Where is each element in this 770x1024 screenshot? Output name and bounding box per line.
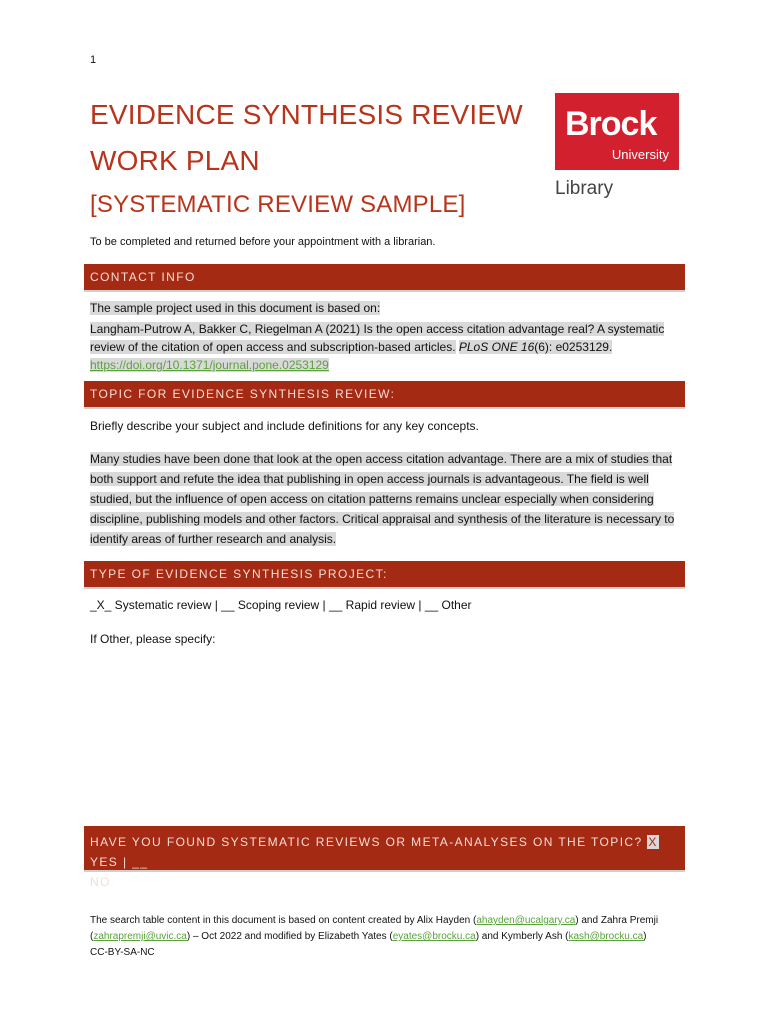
citation-issue: (6): e0253129. — [534, 340, 613, 354]
existing-reviews-no-option: NO — [90, 875, 111, 889]
citation-journal: PLoS ONE 16 — [458, 340, 535, 354]
document-title-line-1: EVIDENCE SYNTHESIS REVIEW — [90, 99, 523, 130]
footer-text-4: ) and Kymberly Ash ( — [475, 931, 569, 942]
topic-header — [84, 381, 685, 409]
contact-info-body — [90, 298, 680, 374]
project-type-header-label: TYPE OF EVIDENCE SYNTHESIS PROJECT: — [90, 567, 388, 581]
footer-email-eyates[interactable]: eyates@brocku.ca — [392, 931, 476, 942]
topic-prompt: Briefly describe your subject and include definitions for any key concepts. — [90, 419, 479, 433]
contact-info-header-label: CONTACT INFO — [90, 270, 196, 284]
citation-text: Langham-Putrow A, Bakker C, Riegelman A (2021) Is the open access citation advantage real? A systematic review of the citation of open access and subscription-based articles. — [90, 322, 665, 354]
topic-answer — [90, 449, 680, 549]
project-type-options: _X_ Systematic review | __ Scoping review | __ Rapid review | __ Other — [90, 598, 472, 612]
page-number: 1 — [90, 54, 97, 66]
document-title-line-2: WORK PLAN — [90, 145, 260, 176]
brock-university-logo — [555, 93, 679, 170]
instructions-subtitle: To be completed and returned before your appointment with a librarian. — [90, 236, 436, 248]
contact-info-header — [84, 264, 685, 292]
contact-intro: The sample project used in this document is based on: — [90, 301, 381, 315]
logo-library-label: Library — [555, 178, 614, 199]
footer-text-5: ) — [643, 931, 647, 942]
document-footer — [90, 913, 680, 961]
topic-header-label: TOPIC FOR EVIDENCE SYNTHESIS REVIEW: — [90, 387, 396, 401]
footer-text-2: ) and Zahra Premji ( — [90, 915, 659, 942]
logo-brand: Brock — [565, 105, 657, 143]
footer-email-zahrapremji[interactable]: zahrapremji@uvic.ca — [93, 931, 187, 942]
logo-subtext: University — [611, 147, 669, 162]
project-type-header — [84, 561, 685, 589]
topic-answer-text: Many studies have been done that look at the open access citation advantage. There are a mix of studies that both support and refute the idea that publishing in open access journals is advantageous. The field is well studied, but the influence of open access on citation patterns remains unclear especially when considering discipline, publishing models and other factors. Critical appraisal and synthesis of the literature is necessary to identify areas of further research and analysis. — [90, 452, 675, 546]
existing-reviews-header — [84, 826, 685, 889]
footer-text-1: The search table content in this document is based on content created by Alix Hayden ( — [90, 915, 477, 926]
footer-text-3: ) – Oct 2022 and modified by Elizabeth Yates ( — [186, 931, 393, 942]
existing-reviews-yes-option: YES | __ — [90, 855, 149, 869]
other-specify-prompt: If Other, please specify: — [90, 632, 216, 646]
footer-license: CC-BY-SA-NC — [90, 947, 155, 958]
citation-doi-link[interactable]: https://doi.org/10.1371/journal.pone.0253129 — [90, 358, 329, 372]
existing-reviews-question: HAVE YOU FOUND SYSTEMATIC REVIEWS OR META-ANALYSES ON THE TOPIC? — [90, 835, 643, 849]
existing-reviews-checkbox-mark[interactable]: X — [648, 835, 658, 849]
footer-email-kash[interactable]: kash@brocku.ca — [568, 931, 644, 942]
footer-email-ahayden[interactable]: ahayden@ucalgary.ca — [476, 915, 576, 926]
document-title-line-3: [SYSTEMATIC REVIEW SAMPLE] — [90, 191, 466, 218]
